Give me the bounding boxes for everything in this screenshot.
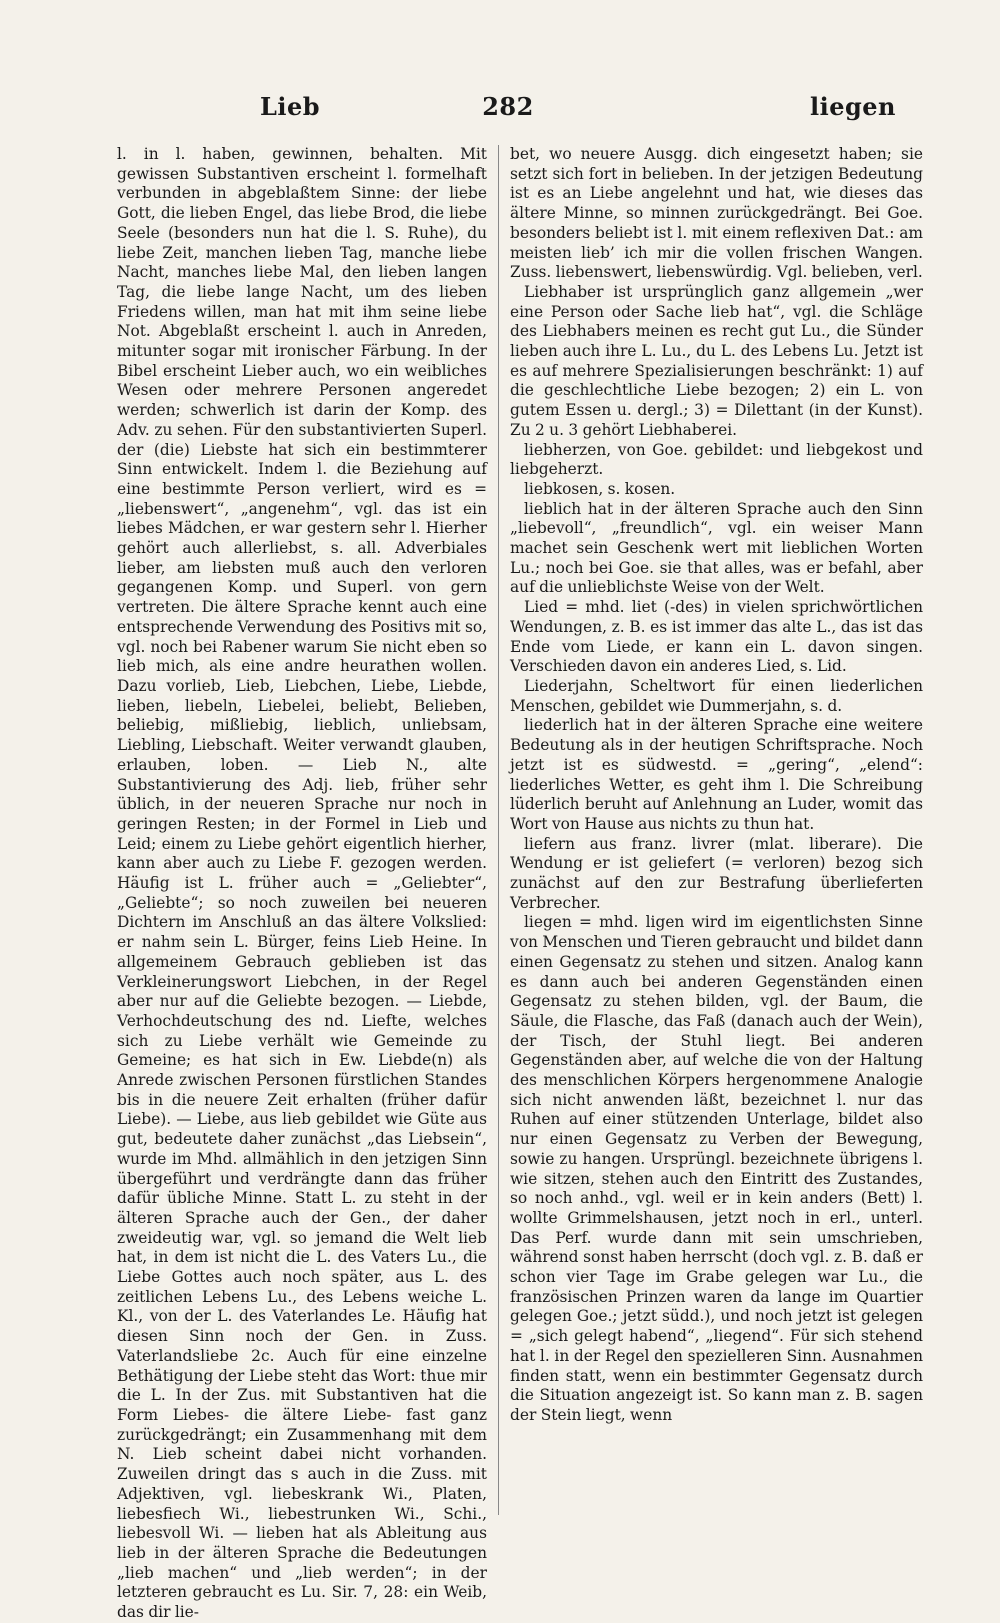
entry-liegen: liegen = mhd. ligen wird im eigentlichsten Sinne von Menschen und Tieren gebraucht und bildet dann einen Gegensatz zu stehen und sitzen. Analog kann es dann auch bei anderen Gegenständen einen Gegensatz zu stehen bilden, vgl. der Baum, die Säule, die Flasche, das Faß (danach auch der Wein), der Tisch, der Stuhl liegt. Bei anderen Gegenständen aber, auf welche die von der Haltung des menschlichen Körpers hergenommene Analogie sich nicht anwenden läßt, bezeichnet l. nur das Ruhen auf einer stützenden Unterlage, bildet also nur einen Gegensatz zu Verben der Bewegung, sowie zu hangen. Ursprüngl. bezeichnete übrigens l. wie sitzen, stehen auch den Eintritt des Zustandes, so noch anhd., vgl. weil er in kein anders (Bett) l. wollte Grimmelshausen, jetzt noch in erl., unterl. Das Perf. wurde dann mit sein umschrieben, während sonst haben herrscht (doch vgl. z. B. daß er schon vier Tage im Grabe gelegen war Lu., die französischen Prinzen waren da lange im Quartier gelegen Goe.; jetzt südd.), und noch jetzt ist gelegen = „sich gelegt habend“, „liegend“. Für sich stehend hat l. in der Regel den spezielleren Sinn. Ausnahmen finden statt, wenn ein bestimmter Gegensatz durch die Situation angezeigt ist. So kann man z. B. sagen der Stein liegt, wenn [510,913,923,1424]
right-column [510,145,923,1426]
entry-liederlich: liederlich hat in der älteren Sprache eine weitere Bedeutung als in der heutigen Schriftsprache. Noch jetzt ist es südwestd. = „gering“, „elend“: liederliches Wetter, es geht ihm l. Die Schreibung lüderlich beruht auf Anlehnung an Luder, womit das Wort von Hause aus nichts zu thun hat. [510,716,923,833]
page-number: 282 [482,92,534,121]
entry-liebhaber: Liebhaber ist ursprünglich ganz allgemein „wer eine Person oder Sache lieb hat“, vgl. die Schläge des Liebhabers meinen es recht gut Lu., die Sünder lieben auch ihre L. Lu., du L. des Lebens Lu. Jetzt ist es auf mehrere Spezialisierungen beschränkt: 1) auf die geschlechtliche Liebe bezogen; 2) ein L. von gutem Essen u. dergl.; 3) = Dilettant (in der Kunst). Zu 2 u. 3 gehört Liebhaberei. [510,282,923,439]
left-column-paragraph: l. in l. haben, gewinnen, behalten. Mit gewissen Substantiven erscheint l. formelhaft verbunden in abgeblaßtem Sinne: der liebe Gott, die lieben Engel, das liebe Brod, die liebe Seele (besonders nun hat die l. S. Ruhe), du liebe Zeit, manchen lieben Tag, manche liebe Nacht, manches liebe Mal, den lieben langen Tag, die liebe lange Nacht, um des lieben Friedens willen, man hat mit ihm seine liebe Not. Abgeblaßt erscheint l. auch in Anreden, mitunter sogar mit ironischer Färbung. In der Bibel erscheint Lieber auch, wo ein weibliches Wesen oder mehrere Personen angeredet werden; schwerlich ist darin der Komp. des Adv. zu sehen. Für den substantivierten Superl. der (die) Liebste hat sich ein bestimmterer Sinn entwickelt. Indem l. die Beziehung auf eine bestimmte Person verliert, wird es = „liebenswert“, „angenehm“, vgl. das ist ein liebes Mädchen, er war gestern sehr l. Hierher gehört auch allerliebst, s. all. Adverbiales lieber, am liebsten muß auch den verloren gegangenen Komp. und Superl. von gern vertreten. Die ältere Sprache kennt auch eine entsprechende Verwendung des Positivs mit so, vgl. noch bei Rabener warum Sie nicht eben so lieb mich, als eine andre heurathen wollen. Dazu vorlieb, Lieb, Liebchen, Liebe, Liebde, lieben, liebeln, Liebelei, beliebt, Belieben, beliebig, mißliebig, lieblich, unliebsam, Liebling, Liebschaft. Weiter verwandt glauben, erlauben, loben. — Lieb N., alte Substantivierung des Adj. lieb, früher sehr üblich, in der neueren Sprache nur noch in geringen Resten; in der Formel in Lieb und Leid; einem zu Liebe gehört eigentlich hierher, kann aber auch zu Liebe F. gezogen werden. Häufig ist L. früher auch = „Geliebter“, „Geliebte“; so noch zuweilen bei neueren Dichtern im Anschluß an das ältere Volkslied: er nahm sein L. Bürger, feins Lieb Heine. In allgemeinem Gebrauch geblieben ist das Verkleinerungswort Liebchen, in der Regel aber nur auf die Geliebte bezogen. — Liebde, Verhochdeutschung des nd. Liefte, welches sich zu Liebe verhält wie Gemeinde zu Gemeine; es hat sich in Ew. Liebde(n) als Anrede zwischen Personen fürstlichen Standes bis in die neuere Zeit erhalten (früher dafür Liebe). — Liebe, aus lieb gebildet wie Güte aus gut, bedeutete daher zunächst „das Liebsein“, wurde im Mhd. allmählich in den jetzigen Sinn übergeführt und verdrängte dann das früher dafür übliche Minne. Statt L. zu steht in der älteren Sprache auch der Gen., der daher zweideutig war, vgl. so jemand die Welt lieb hat, in dem ist nicht die L. des Vaters Lu., die Liebe Gottes auch noch später, aus L. des zeitlichen Lebens Lu., des Lebens weiche L. Kl., von der L. des Vaterlandes Le. Häufig hat diesen Sinn noch der Gen. in Zuss. Vaterlandsliebe 2c. Auch für eine einzelne Bethätigung der Liebe steht das Wort: thue mir die L. In der Zus. mit Substantiven hat die Form Liebes- die ältere Liebe- fast ganz zurückgedrängt; ein Zusammenhang mit dem N. Lieb scheint dabei nicht vorhanden. Zuweilen dringt das s auch in die Zuss. mit Adjektiven, vgl. liebeskrank Wi., Platen, liebesfiech Wi., liebestrunken Wi., Schi., liebesvoll Wi. — lieben hat als Ableitung aus lieb in der älteren Sprache die Bedeutungen „lieb machen“ und „lieb werden“; in der letzteren gebraucht es Lu. Sir. 7, 28: ein Weib, das dir lie- [117,145,487,1622]
entry-continuation: bet, wo neuere Ausgg. dich eingesetzt haben; sie setzt sich fort in belieben. In der jetzigen Bedeutung ist es an Liebe angelehnt und hat, wie dieses das ältere Minne, so minnen zurückgedrängt. Bei Goe. besonders beliebt ist l. mit einem reflexiven Dat.: am meisten lieb’ ich mir die vollen frischen Wangen. Zuss. liebenswert, liebenswürdig. Vgl. belieben, verl. [510,145,923,282]
entry-lied: Lied = mhd. liet (-des) in vielen sprichwörtlichen Wendungen, z. B. es ist immer das alte L., das ist das Ende vom Liede, er kann ein L. davon singen. Verschieden davon ein anderes Lied, s. Lid. [510,598,923,676]
entry-liederjahn: Liederjahn, Scheltwort für einen liederlichen Menschen, gebildet wie Dummerjahn, s. d. [510,676,923,715]
left-column [117,145,487,1623]
header-right-word: liegen [809,92,896,121]
running-head [120,92,896,132]
entry-liebherzen: liebherzen, von Goe. gebildet: und liebgekost und liebgeherzt. [510,440,923,479]
entry-liefern: liefern aus franz. livrer (mlat. liberare). Die Wendung er ist geliefert (= verloren) bezog sich zunächst auf den zur Bestrafung überlieferten Verbrecher. [510,834,923,912]
entry-lieblich: lieblich hat in der älteren Sprache auch den Sinn „liebevoll“, „freundlich“, vgl. ein weiser Mann machet sein Geschenk wert mit lieblichen Worten Lu.; noch bei Goe. sie that alles, was er befahl, aber auf die unlieblichste Weise von der Welt. [510,499,923,597]
header-left-word: Lieb [260,92,321,121]
entry-liebkosen: liebkosen, s. kosen. [524,479,676,498]
column-divider [498,145,499,1515]
